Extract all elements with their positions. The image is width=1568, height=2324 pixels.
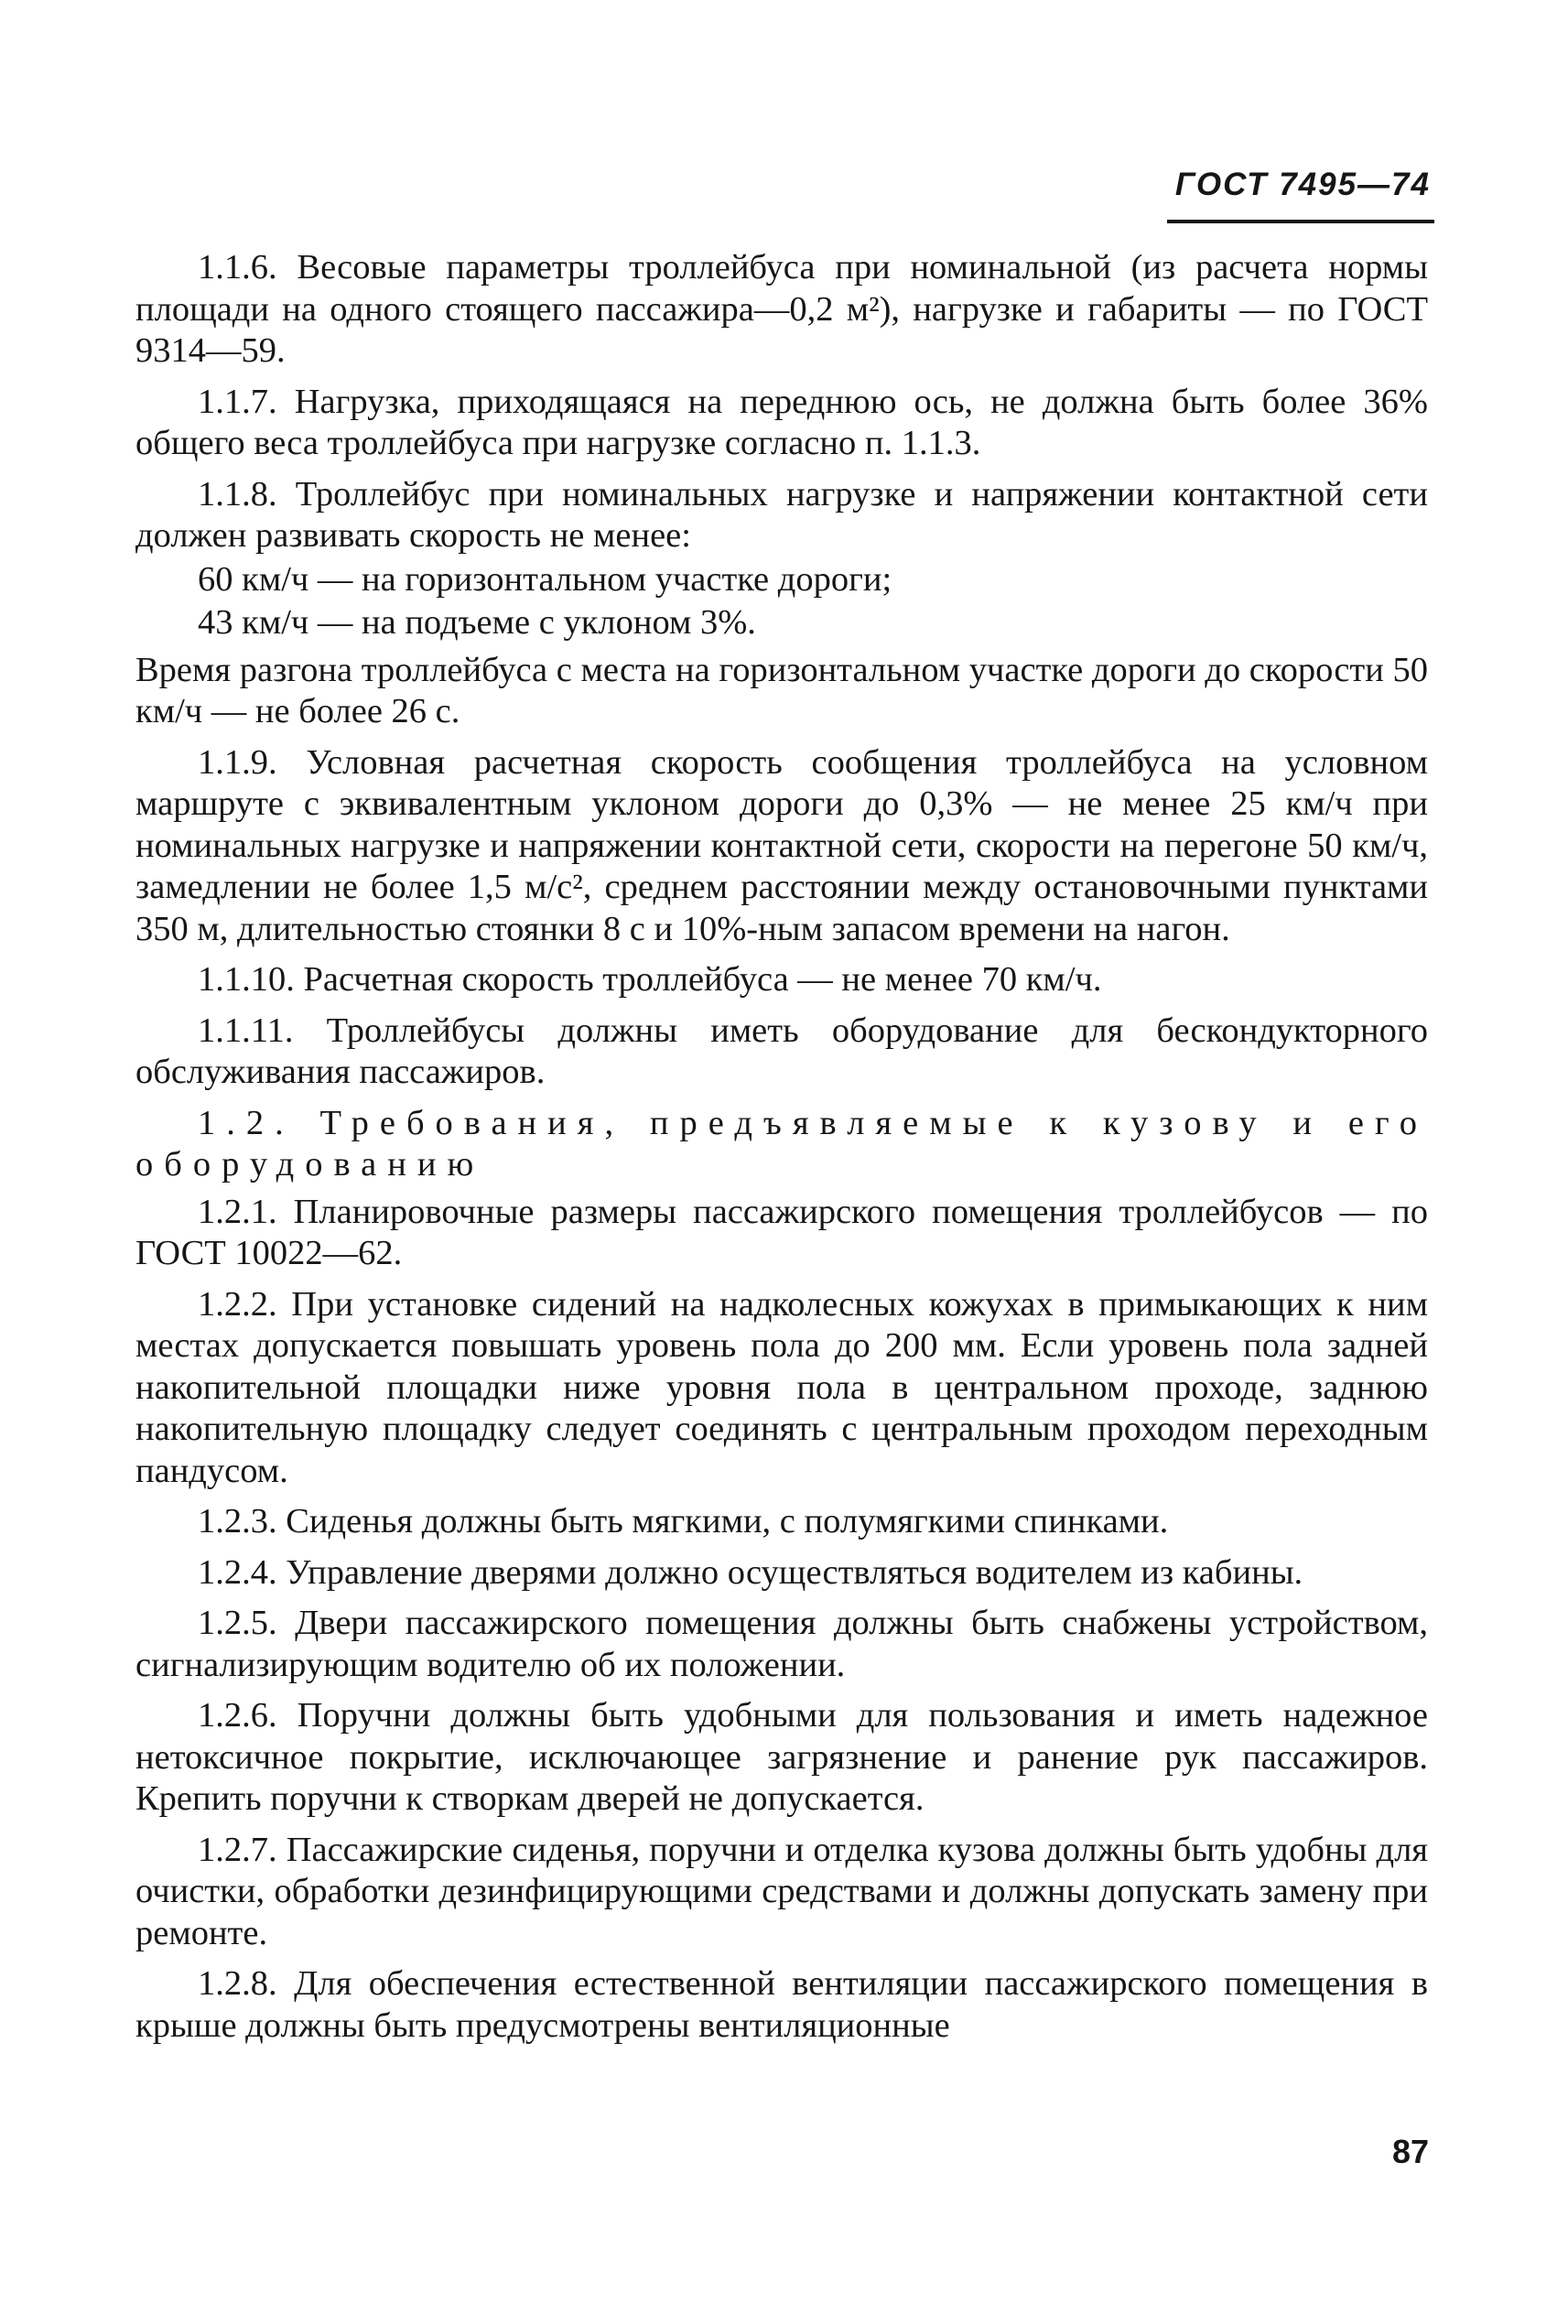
section-heading-1-2: 1.2. Требования, предъявляемые к кузову и его оборудованию [135, 1103, 1428, 1184]
paragraph-1-1-9: 1.1.9. Условная расчетная скорость сообщения троллейбуса на условном маршруте с эквивалентным уклоном дороги до 0,3% — не менее 25 км/ч при номинальных нагрузке и напряжении контактной сети, скорости на перегоне 50 км/ч, замедлении не более 1,5 м/с², среднем расстоянии между остановочными пунктами 350 м, длительностью стоянки 8 с и 10%-ным запасом времени на нагон. [135, 742, 1428, 948]
paragraph-1-2-8: 1.2.8. Для обеспечения естественной вентиляции пассажирского помещения в крыше должны быть предусмотрены вентиляционные [135, 1964, 1428, 2045]
page-body [135, 247, 1428, 2056]
paragraph-1-1-6: 1.1.6. Весовые параметры троллейбуса при номинальной (из расчета нормы площади на одного стоящего пассажира—0,2 м²), нагрузке и габариты — по ГОСТ 9314—59. [135, 248, 1428, 370]
paragraph-1-2-7: 1.2.7. Пассажирские сиденья, поручни и отделка кузова должны быть удобны для очистки, обработки дезинфицирующими средствами и должны допускать замену при ремонте. [135, 1830, 1428, 1952]
header-rule [1167, 220, 1434, 223]
speed-item-horizontal: 60 км/ч — на горизонтальном участке дороги; [198, 559, 892, 599]
paragraph-1-1-10: 1.1.10. Расчетная скорость троллейбуса — не менее 70 км/ч. [198, 960, 1102, 999]
paragraph-1-2-2: 1.2.2. При установке сидений на надколесных кожухах в примыкающих к ним местах допускается повышать уровень пола до 200 мм. Если уровень пола задней накопительной площадки ниже уровня пола в центральном проходе, заднюю накопительную площадку следует соединять с центральным проходом переходным пандусом. [135, 1284, 1428, 1490]
paragraph-1-1-11: 1.1.11. Троллейбусы должны иметь оборудование для бескондукторного обслуживания пассажиров. [135, 1011, 1428, 1091]
paragraph-1-2-1: 1.2.1. Планировочные размеры пассажирского помещения троллейбусов — по ГОСТ 10022—62. [135, 1192, 1428, 1272]
paragraph-1-1-7: 1.1.7. Нагрузка, приходящаяся на переднюю ось, не должна быть более 36% общего веса троллейбуса при нагрузке согласно п. 1.1.3. [135, 382, 1428, 462]
paragraph-1-2-5: 1.2.5. Двери пассажирского помещения должны быть снабжены устройством, сигнализирующим водителю об их положении. [135, 1604, 1428, 1684]
document-header: ГОСТ 7495—74 [1174, 167, 1431, 202]
paragraph-1-2-3: 1.2.3. Сиденья должны быть мягкими, с полумягкими спинками. [198, 1502, 1169, 1540]
paragraph-1-1-8: 1.1.8. Троллейбус при номинальных нагрузке и напряжении контактной сети должен развивать скорость не менее: [135, 474, 1428, 555]
paragraph-1-2-4: 1.2.4. Управление дверями должно осуществляться водителем из кабины. [198, 1552, 1303, 1592]
speed-item-incline: 43 км/ч — на подъеме с уклоном 3%. [198, 603, 756, 642]
paragraph-1-2-6: 1.2.6. Поручни должны быть удобными для пользования и иметь надежное нетоксичное покрытие, исключающее загрязнение и ранение рук пассажиров. Крепить поручни к створкам дверей не допускается. [135, 1696, 1428, 1818]
paragraph-acceleration-time: Время разгона троллейбуса с места на горизонтальном участке дороги до скорости 50 км/ч — не более 26 с. [135, 650, 1428, 730]
page-number: 87 [1391, 2133, 1429, 2170]
